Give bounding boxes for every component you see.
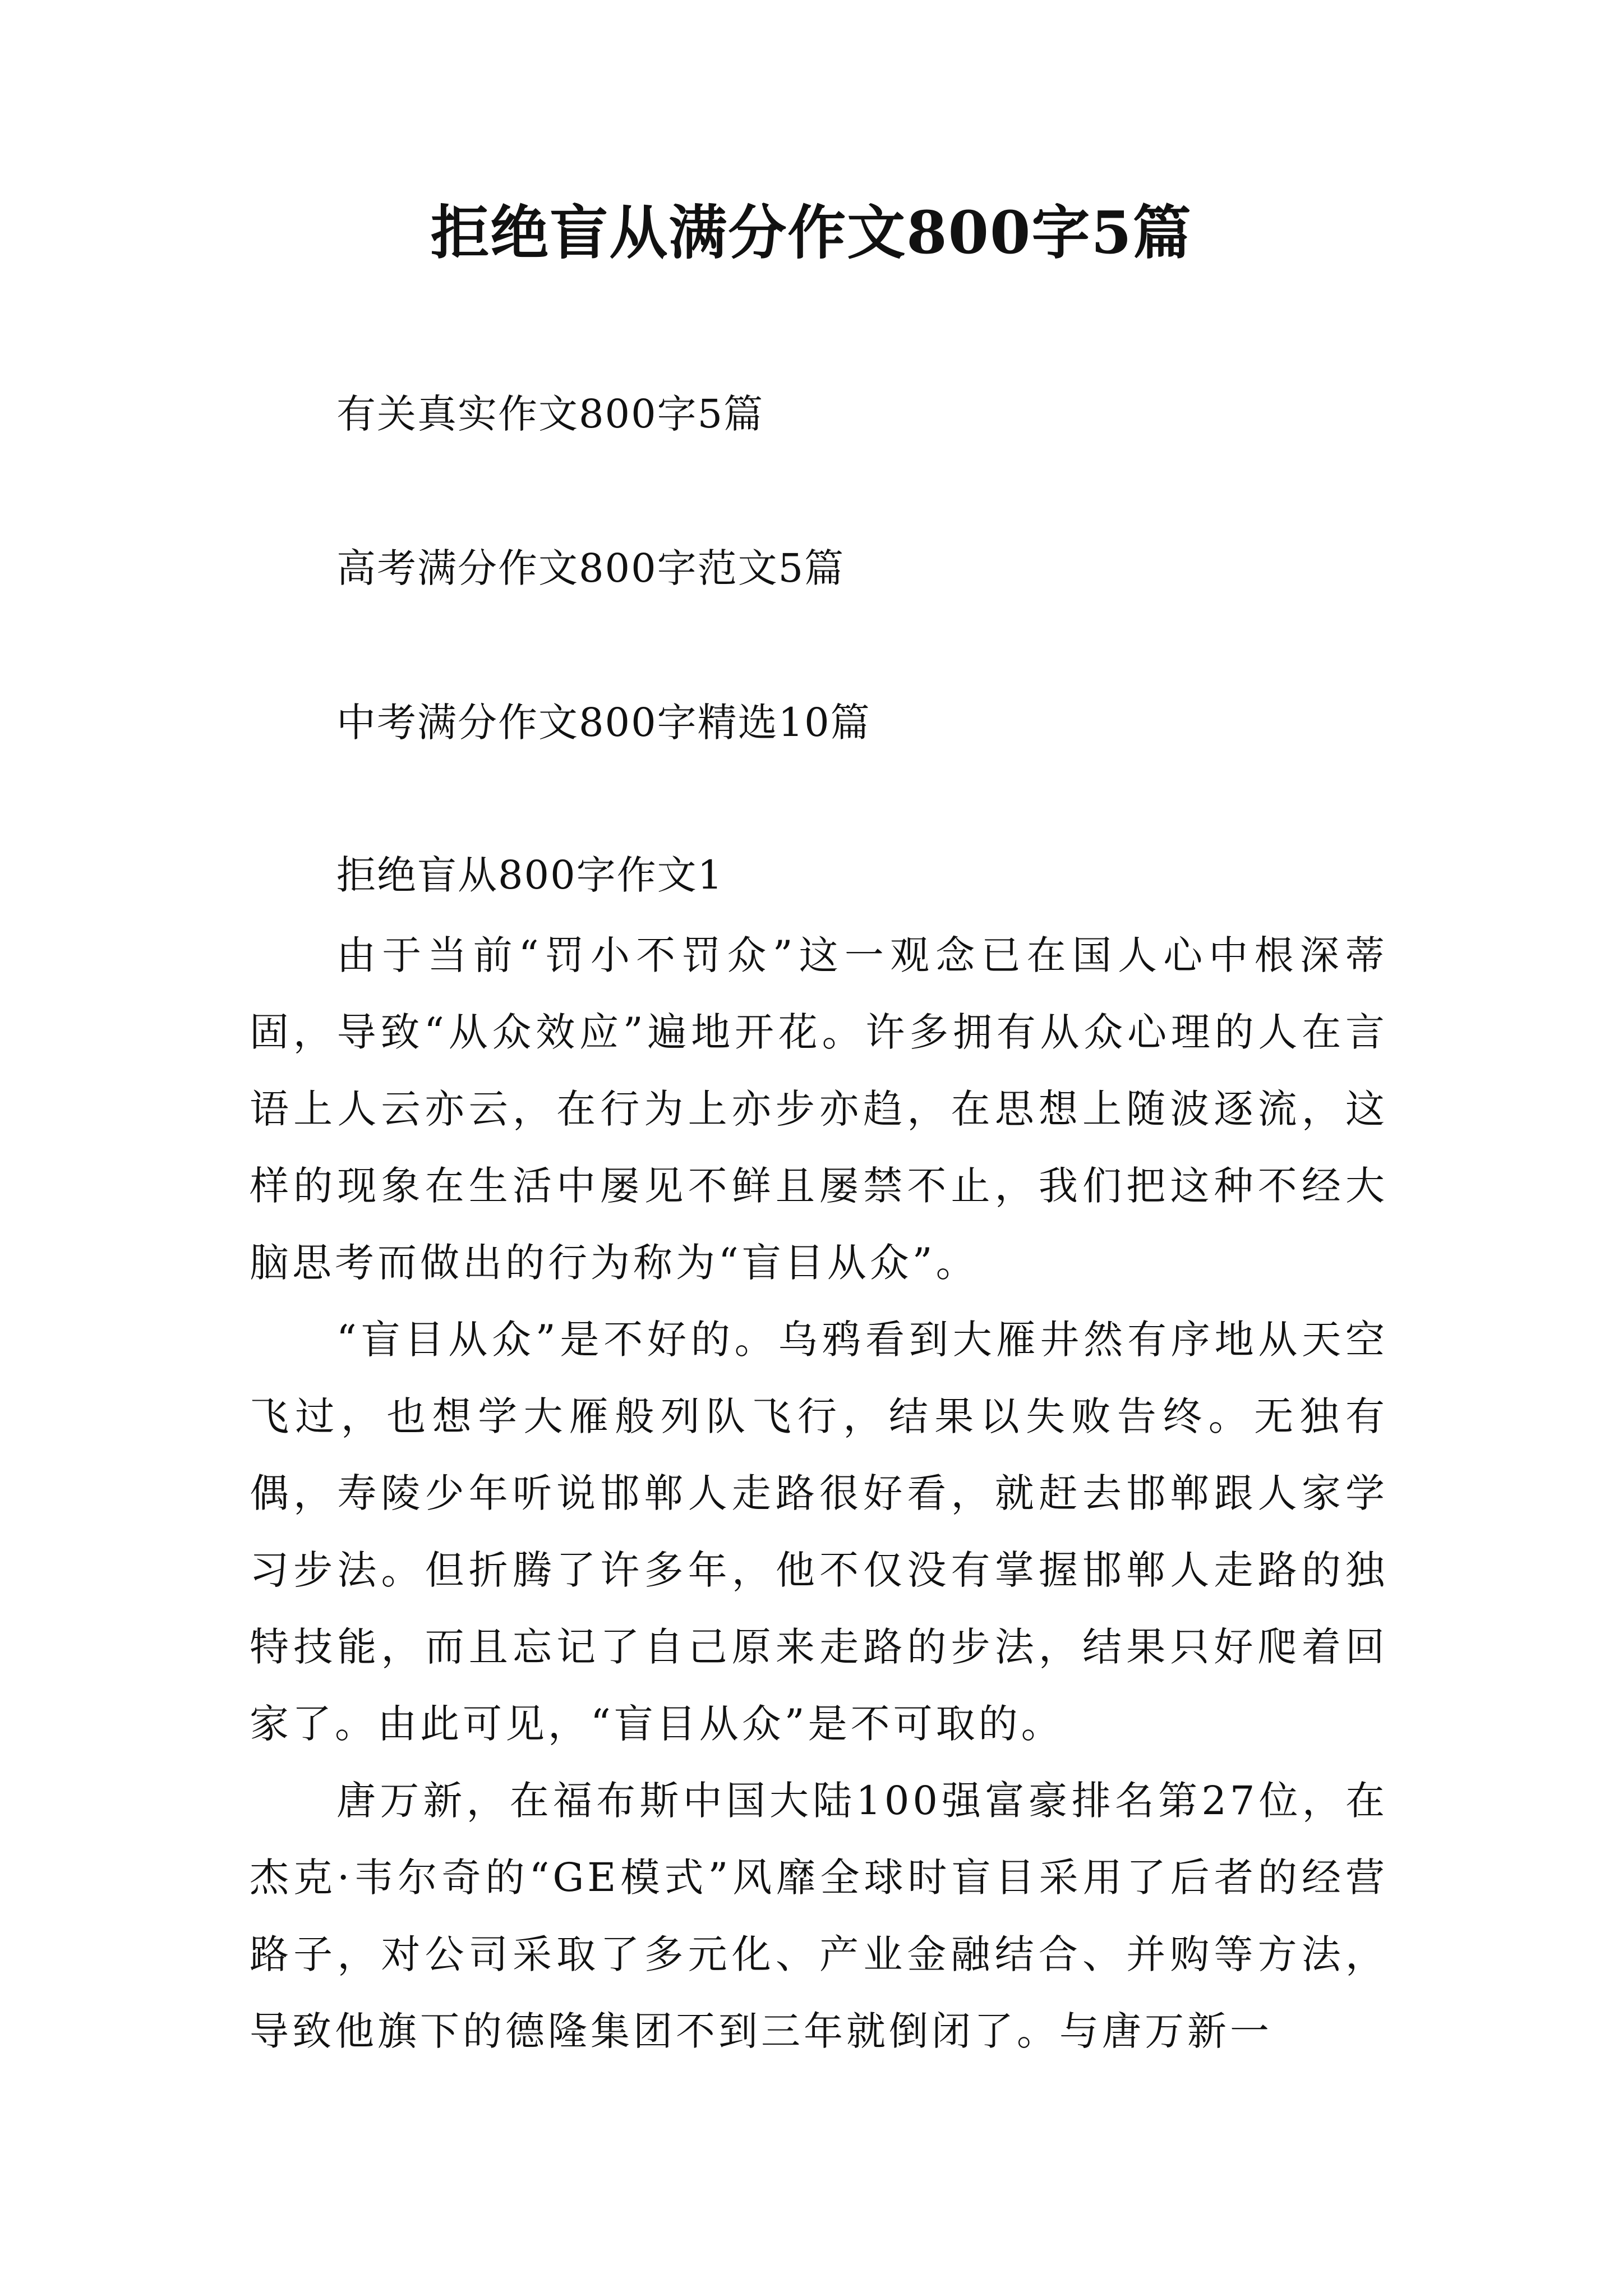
paragraph: 由于当前“罚小不罚众”这一观念已在国人心中根深蒂固，导致“从众效应”遍地开花。许多拥有从众心理的人在言语上人云亦云，在行为上亦步亦趋，在思想上随波逐流，这样的现象在生活中屡见不鲜且屡禁不止，我们把这种不经大脑思考而做出的行为称为“盲目从众”。 (250, 932, 1388, 1286)
essay-heading: 拒绝盲从800字作文1 (336, 852, 724, 898)
related-article-link[interactable]: 有关真实作文800字5篇 (336, 391, 764, 437)
paragraph: 唐万新，在福布斯中国大陆100强富豪排名第27位，在杰克·韦尔奇的“GE模式”风靡全球时盲目采用了后者的经营路子，对公司采取了多元化、产业金融结合、并购等方法，导致他旗下的德隆集团不到三年就倒闭了。与唐万新一 (250, 1778, 1388, 2054)
document-title: 拒绝盲从满分作文800字5篇 (431, 198, 1192, 267)
paragraph: “盲目从众”是不好的。乌鸦看到大雁井然有序地从天空飞过，也想学大雁般列队飞行，结果以失败告终。无独有偶，寿陵少年听说邯郸人走路很好看，就赶去邯郸跟人家学习步法。但折腾了许多年，他不仅没有掌握邯郸人走路的独特技能，而且忘记了自己原来走路的步法，结果只好爬着回家了。由此可见，“盲目从众”是不可取的。 (250, 1317, 1388, 1747)
related-article-link[interactable]: 中考满分作文800字精选10篇 (336, 700, 871, 746)
essay-body (250, 917, 1388, 2070)
related-article-link[interactable]: 高考满分作文800字范文5篇 (336, 545, 845, 591)
